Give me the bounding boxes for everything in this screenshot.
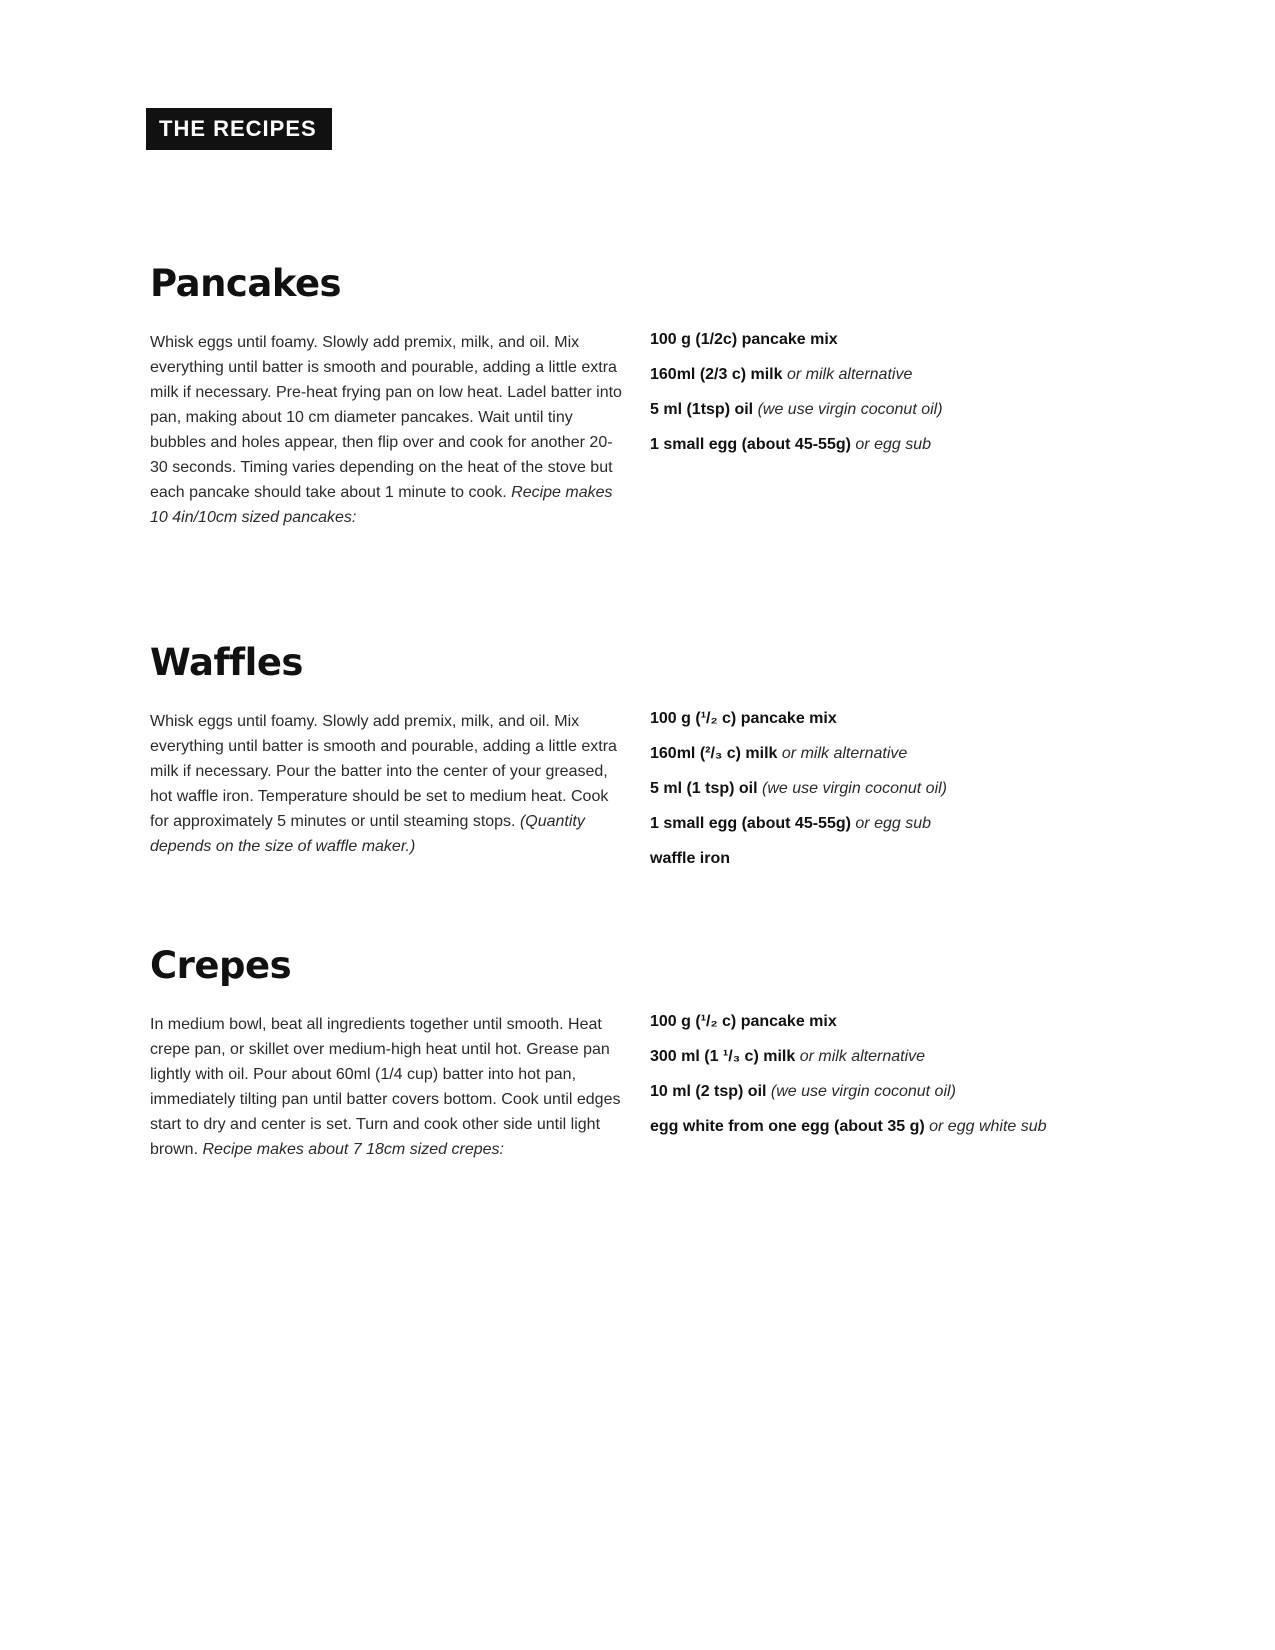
instructions-note: Recipe makes 10 4in/10cm sized pancakes: bbox=[150, 484, 613, 526]
ingredient-main: 5 ml (1 tsp) oil bbox=[650, 780, 758, 797]
ingredient-main: egg white from one egg (about 35 g) bbox=[650, 1118, 925, 1135]
ingredient-alternative: (we use virgin coconut oil) bbox=[770, 1083, 956, 1100]
ingredient-main: 100 g (¹/₂ c) pancake mix bbox=[650, 1013, 837, 1030]
ingredient-item bbox=[650, 1115, 1120, 1139]
ingredient-item bbox=[650, 363, 1120, 387]
ingredient-item bbox=[650, 1045, 1120, 1069]
recipe-instructions bbox=[150, 330, 630, 530]
ingredient-alternative: (we use virgin coconut oil) bbox=[757, 401, 943, 418]
ingredient-main: 1 small egg (about 45-55g) bbox=[650, 436, 851, 453]
ingredient-main: 160ml (²/₃ c) milk bbox=[650, 745, 778, 762]
ingredient-main: 10 ml (2 tsp) oil bbox=[650, 1083, 767, 1100]
instructions-text: Whisk eggs until foamy. Slowly add premix, milk, and oil. Mix everything until batter is smooth and pourable, adding a little extra milk if necessary. Pour the batter into the center of your greased, hot waffle iron. Temperature should be set to medium heat. Cook for approximately 5 minutes or until steaming stops. bbox=[150, 713, 617, 830]
instructions-text: Whisk eggs until foamy. Slowly add premix, milk, and oil. Mix everything until batter is smooth and pourable, adding a little extra milk if necessary. Pre-heat frying pan on low heat. Ladel batter into pan, making about 10 cm diameter pancakes. Wait until tiny bubbles and holes appear, then flip over and cook for another 20-30 seconds. Timing varies depending on the heat of the stove but each pancake should take about 1 minute to cook. bbox=[150, 334, 622, 501]
ingredient-item bbox=[650, 812, 1120, 836]
recipe-title: Crepes bbox=[150, 944, 292, 987]
ingredient-item bbox=[650, 398, 1120, 422]
ingredient-alternative: or milk alternative bbox=[799, 1048, 926, 1065]
recipe-waffles bbox=[150, 641, 1110, 867]
section-label: THE RECIPES bbox=[146, 108, 332, 150]
recipe-pancakes bbox=[150, 262, 1110, 526]
recipe-title: Waffles bbox=[150, 641, 303, 684]
ingredient-item bbox=[650, 742, 1120, 766]
ingredient-list bbox=[650, 1010, 1120, 1150]
ingredient-list bbox=[650, 328, 1120, 468]
ingredient-alternative: (we use virgin coconut oil) bbox=[762, 780, 947, 797]
recipe-instructions bbox=[150, 709, 630, 859]
ingredient-item bbox=[650, 707, 1120, 731]
ingredient-alternative: or egg white sub bbox=[929, 1118, 1047, 1135]
ingredient-main: 5 ml (1tsp) oil bbox=[650, 401, 754, 418]
ingredient-item bbox=[650, 1080, 1120, 1104]
ingredient-item bbox=[650, 433, 1120, 457]
instructions-text: In medium bowl, beat all ingredients together until smooth. Heat crepe pan, or skillet over medium-high heat until hot. Grease pan lightly with oil. Pour about 60ml (1/4 cup) batter into hot pan, immediately tilting pan until batter covers bottom. Cook until edges start to dry and center is set. Turn and cook other side until light brown. bbox=[150, 1016, 621, 1158]
ingredient-item bbox=[650, 328, 1120, 352]
ingredient-main: waffle iron bbox=[650, 850, 731, 867]
ingredient-item bbox=[650, 1010, 1120, 1034]
recipe-title: Pancakes bbox=[150, 262, 342, 305]
ingredient-alternative: or egg sub bbox=[855, 815, 931, 832]
ingredient-main: 160ml (2/3 c) milk bbox=[650, 366, 783, 383]
ingredient-item bbox=[650, 777, 1120, 801]
ingredient-alternative: or milk alternative bbox=[781, 745, 908, 762]
ingredient-list bbox=[650, 707, 1120, 882]
ingredient-item bbox=[650, 847, 1120, 871]
ingredient-main: 100 g (1/2c) pancake mix bbox=[650, 331, 838, 348]
ingredient-alternative: or egg sub bbox=[855, 436, 931, 453]
ingredient-main: 300 ml (1 ¹/₃ c) milk bbox=[650, 1048, 796, 1065]
instructions-note: Recipe makes about 7 18cm sized crepes: bbox=[202, 1141, 504, 1158]
ingredient-alternative: or milk alternative bbox=[786, 366, 913, 383]
ingredient-main: 100 g (¹/₂ c) pancake mix bbox=[650, 710, 837, 727]
recipe-instructions bbox=[150, 1012, 630, 1162]
recipe-crepes bbox=[150, 944, 1110, 1158]
instructions-note: (Quantity depends on the size of waffle maker.) bbox=[150, 813, 585, 855]
ingredient-main: 1 small egg (about 45-55g) bbox=[650, 815, 851, 832]
